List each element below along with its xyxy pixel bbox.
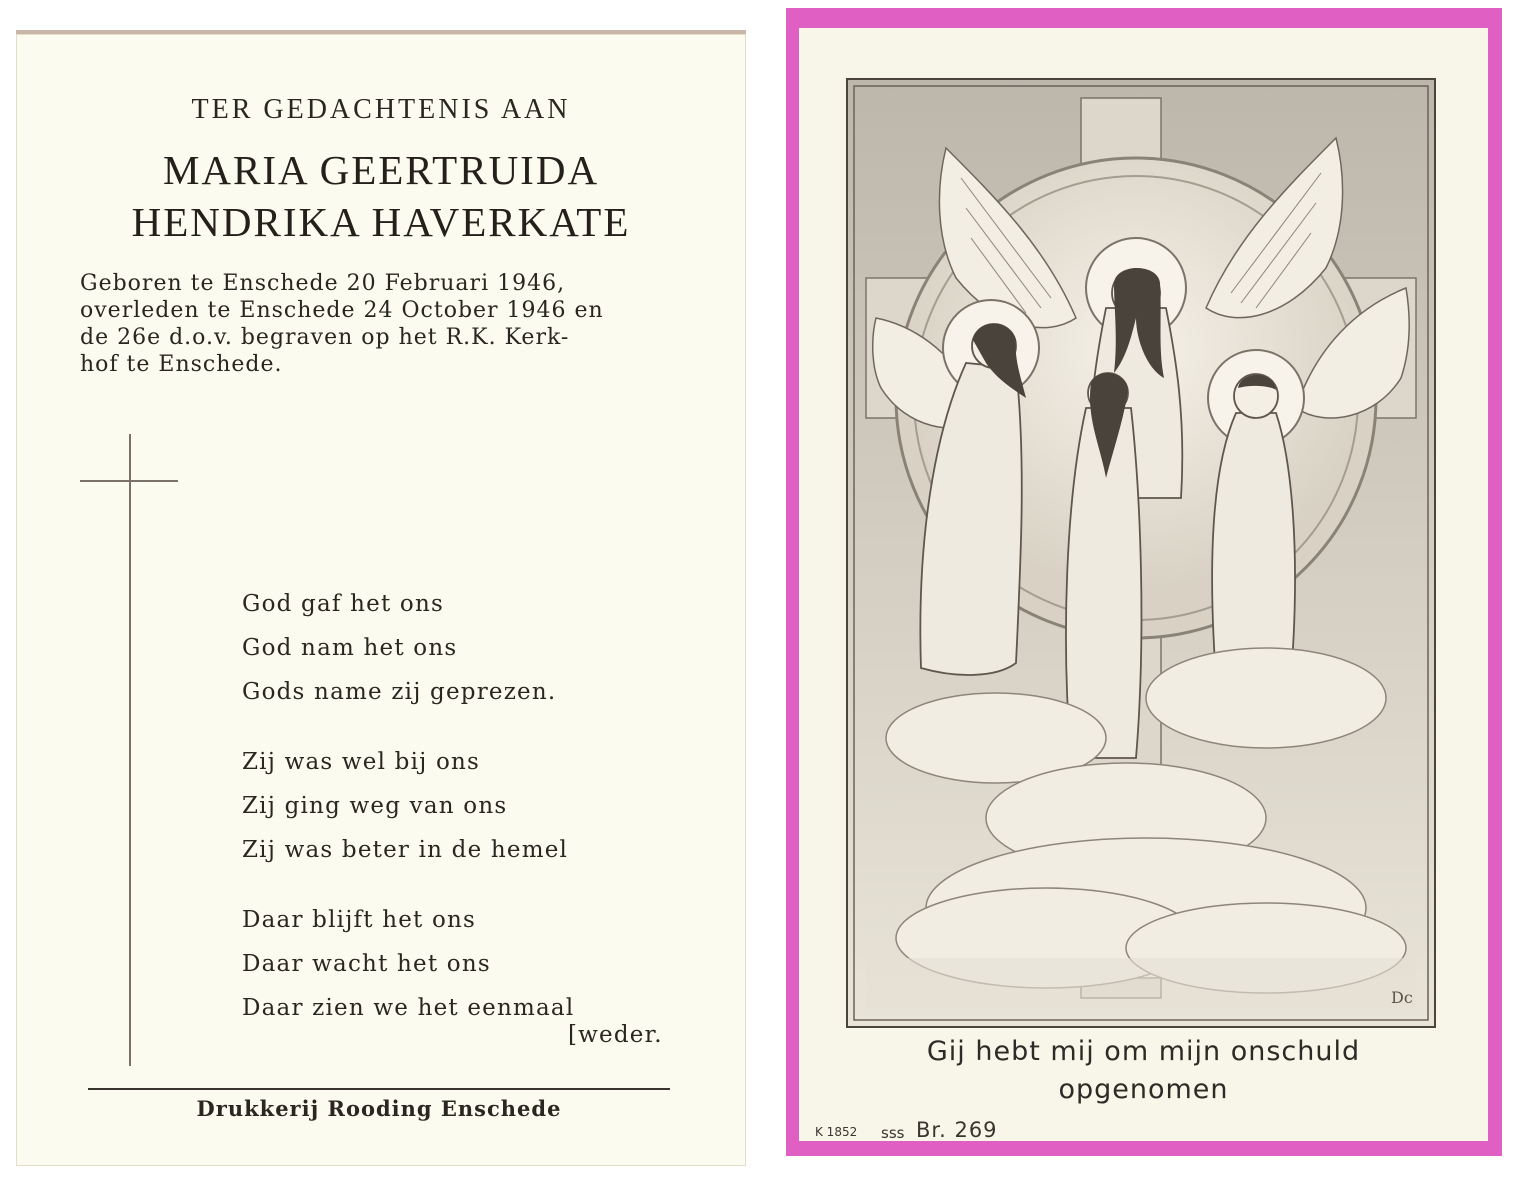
angels-welcoming-child-illustration-icon [846, 78, 1436, 1028]
bio-line: de 26e d.o.v. begraven op het R.K. Kerk- [80, 325, 570, 350]
poem [242, 582, 702, 1030]
poem-line: Daar wacht het ons [242, 951, 491, 977]
poem-line: Daar blijft het ons [242, 907, 477, 933]
memorial-card-text-side [16, 30, 746, 1166]
cross-icon-horizontal [80, 480, 178, 482]
memorial-card-image-side [786, 8, 1502, 1156]
poem-line: Zij was wel bij ons [242, 749, 481, 775]
deceased-name-line2: HENDRIKA HAVERKATE [131, 199, 631, 245]
svg-text:Dc: Dc [1391, 988, 1413, 1007]
publisher-code: sss [881, 1124, 905, 1142]
divider [88, 1088, 670, 1090]
catalog-code: K 1852 [815, 1125, 858, 1139]
series-number: Br. 269 [916, 1118, 998, 1142]
poem-line: Daar zien we het eenmaal [242, 995, 575, 1021]
bio-line: Geboren te Enschede 20 Februari 1946, [80, 271, 566, 296]
poem-line: Gods name zij geprezen. [242, 679, 557, 705]
bio-line: hof te Enschede. [80, 352, 283, 377]
caption-line1: Gij hebt mij om mijn onschuld [926, 1036, 1361, 1067]
bio-line: overleden te Enschede 24 October 1946 en [80, 298, 604, 323]
card-paper [799, 28, 1488, 1141]
cross-icon-vertical [129, 434, 131, 1066]
card-heading: TER GEDACHTENIS AAN [191, 94, 571, 125]
poem-line: Zij was beter in de hemel [242, 837, 569, 863]
poem-line: Zij ging weg van ons [242, 793, 508, 819]
poem-line: God gaf het ons [242, 591, 444, 617]
biography [80, 270, 680, 378]
poem-continuation: [weder. [568, 1022, 663, 1048]
caption-line2: opgenomen [1058, 1074, 1229, 1105]
printer-credit: Drukkerij Rooding Enschede [196, 1096, 562, 1121]
poem-line: God nam het ons [242, 635, 458, 661]
deceased-name-line1: MARIA GEERTRUIDA [162, 147, 600, 193]
